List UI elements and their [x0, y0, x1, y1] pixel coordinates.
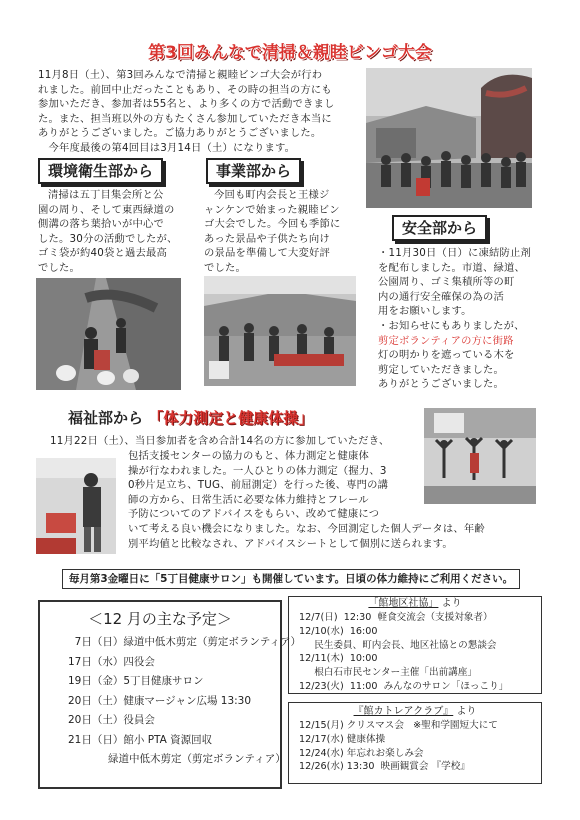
- page-title: 第3回みんなで清掃＆親睦ビンゴ大会: [148, 43, 432, 63]
- kanchiku-name: 「館地区社協」: [368, 598, 439, 609]
- welfare-line: 11月22日（土）、当日参加者を含め合計14名の方に参加していただき、: [50, 435, 390, 447]
- safety-line: を配布しました。市道、緑道、: [378, 261, 525, 274]
- kanchiku-item: 民生委員、町内会長、地区社協との懇談会: [299, 639, 497, 651]
- health-salon-notice: [62, 569, 520, 589]
- intro-text: [38, 68, 363, 156]
- bingo-event-photo: [204, 276, 356, 386]
- schedule-item: 21日（日）館小 PTA 資源回収: [68, 733, 213, 746]
- safety-text: [378, 246, 538, 392]
- schedule-item: 20日（土）役員会: [68, 714, 155, 726]
- intro-line: た。また、担当班以外の方もたくさん参加していただき本当に: [38, 112, 332, 125]
- safety-line: 公園周り、ゴミ集積所等の町: [378, 276, 515, 289]
- welfare-text: [38, 434, 538, 449]
- safety-line: 剪定していただきました。: [378, 363, 504, 376]
- kanchiku-item: 根白石市民センター主催「出前講座」: [299, 667, 477, 679]
- notice-prefix: 毎月第3金曜日に: [68, 573, 150, 585]
- safety-line: 剪定ボランティアの方に街路: [378, 334, 514, 347]
- kanchiku-item: 12/10(水) 16:00: [299, 625, 378, 637]
- business-line: あった景品や子供たち向け: [204, 232, 330, 245]
- welfare-text-wrap: [128, 449, 420, 522]
- salon-name: 「5丁目健康サロン」: [149, 573, 252, 585]
- schedule-item: 17日（水）四役会: [68, 655, 155, 668]
- welfare-line: 0秒片足立ち、TUG、前屈測定）を行った後、専門の講: [128, 479, 389, 492]
- business-section-label: 事業部から: [206, 158, 301, 184]
- welfare-line: いて考える良い機会になりました。なお、今回測定した個人データは、年齢: [128, 523, 485, 535]
- welfare-section-heading: [68, 408, 313, 428]
- cleanup-event-photo: [366, 68, 532, 208]
- environment-line: 側溝の落ち葉拾いが中心で: [38, 218, 164, 231]
- business-line: ゴ大会でした。今回も季節に: [204, 218, 341, 231]
- business-line: 今回も町内会長と王様ジ: [214, 189, 330, 201]
- schedule-item: 20日（土）健康マージャン広場 13:30: [68, 694, 252, 707]
- welfare-text-bottom: [128, 522, 540, 551]
- cattleya-suffix: より: [456, 706, 477, 717]
- safety-section-label: 安全部から: [392, 215, 487, 241]
- cattleya-list: [299, 719, 541, 774]
- environment-line: でした。: [38, 261, 80, 274]
- safety-line: 灯の明かりを遮っている木を: [378, 349, 515, 362]
- intro-line: 参加いただき、参加者は55名と、より多くの方で活動できまし: [38, 98, 335, 111]
- kanchiku-title: [289, 597, 541, 611]
- welfare-line: 包括支援センターの協力のもと、体力測定と健康体: [128, 450, 370, 462]
- cattleya-title: [289, 705, 541, 719]
- cattleya-name: 『館カトレアクラブ』: [353, 706, 454, 717]
- notice-suffix: も開催しています。日頃の体力維持にご利用ください。: [251, 573, 514, 585]
- business-line: ャンケンで始まった親睦ビン: [204, 203, 340, 216]
- kanchiku-item: 12/11(木) 10:00: [299, 653, 378, 665]
- safety-line: 内の通行安全確保の為の活: [378, 290, 504, 303]
- cattleya-item: 12/26(水) 13:30 映画観賞会 『学校』: [299, 761, 470, 773]
- kanchiku-suffix: より: [441, 598, 462, 609]
- fitness-test-photo: [36, 458, 116, 554]
- schedule-item: 緑道中低木剪定（剪定ボランティア）: [68, 753, 286, 765]
- schedule-list: [68, 633, 302, 770]
- welfare-event-title: 「体力測定と健康体操」: [148, 409, 314, 427]
- environment-line: 園の周り、そして東西緑道の: [38, 203, 175, 216]
- intro-line: れました。前回中止だったこともあり、その時の担当の方にも: [38, 83, 332, 96]
- environment-section-label: 環境衛生部から: [38, 158, 163, 184]
- environment-line: ゴミ袋が約40袋と過去最高: [38, 247, 167, 260]
- safety-line: ・お知らせにもありましたが、: [378, 319, 525, 332]
- intro-line: ありがとうございました。ご協力ありがとうございました。: [38, 127, 322, 140]
- cattleya-club-box: [288, 702, 542, 784]
- environment-text: [38, 188, 188, 276]
- kanchiku-item: 12/7(日) 12:30 軽食交流会（支援対象者）: [299, 612, 493, 623]
- kanchiku-council-box: [288, 596, 542, 694]
- environment-line: した。30分の活動でしたが、: [38, 232, 178, 245]
- schedule-title: ＜12 月の主な予定＞: [88, 610, 232, 628]
- safety-line: 用をお願いします。: [378, 305, 472, 318]
- safety-line: ・11月30日（日）に凍結防止剤: [378, 247, 531, 259]
- cattleya-item: 12/24(水) 年忘れお楽しみ会: [299, 747, 424, 759]
- intro-line: 今年度最後の第4回目は3月14日（土）になります。: [38, 141, 296, 154]
- cattleya-item: 12/17(水) 健康体操: [299, 733, 386, 745]
- intro-line: 11月8日（土）、第3回みんなで清掃と親睦ビンゴ大会が行わ: [38, 69, 323, 81]
- environment-line: 清掃は五丁目集会所と公: [48, 189, 164, 201]
- december-schedule-box: [38, 600, 302, 789]
- welfare-label: 福祉部から: [68, 409, 144, 427]
- kanchiku-item: 12/23(火) 11:00 みんなのサロン「ほっこり」: [299, 680, 509, 692]
- welfare-line: 操が行なわれました。一人ひとりの体力測定（握力、3: [128, 464, 387, 477]
- business-line: でした。: [204, 261, 246, 274]
- schedule-item: 7日（日）緑道中低木剪定（剪定ボランティア）: [68, 636, 302, 648]
- greenway-cleanup-photo: [36, 278, 181, 390]
- kanchiku-list: [299, 611, 541, 694]
- business-line: の景品を準備して大変好評: [204, 247, 330, 260]
- schedule-item: 19日（金）5丁目健康サロン: [68, 675, 204, 687]
- welfare-line: 師の方から、日常生活に必要な体力維持とフレール: [128, 493, 369, 506]
- safety-line: ありがとうございました。: [378, 378, 504, 391]
- exercise-class-photo: [424, 408, 536, 504]
- welfare-line: 予防についてのアドバイスをもらい、改めて健康につ: [128, 508, 380, 521]
- welfare-line: 別平均値と比較なされ、アドバイスシートとして個別に送られます。: [128, 537, 453, 550]
- cattleya-item: 12/15(月) クリスマス会 ※聖和学園短大にて: [299, 720, 498, 731]
- business-text: [204, 188, 354, 276]
